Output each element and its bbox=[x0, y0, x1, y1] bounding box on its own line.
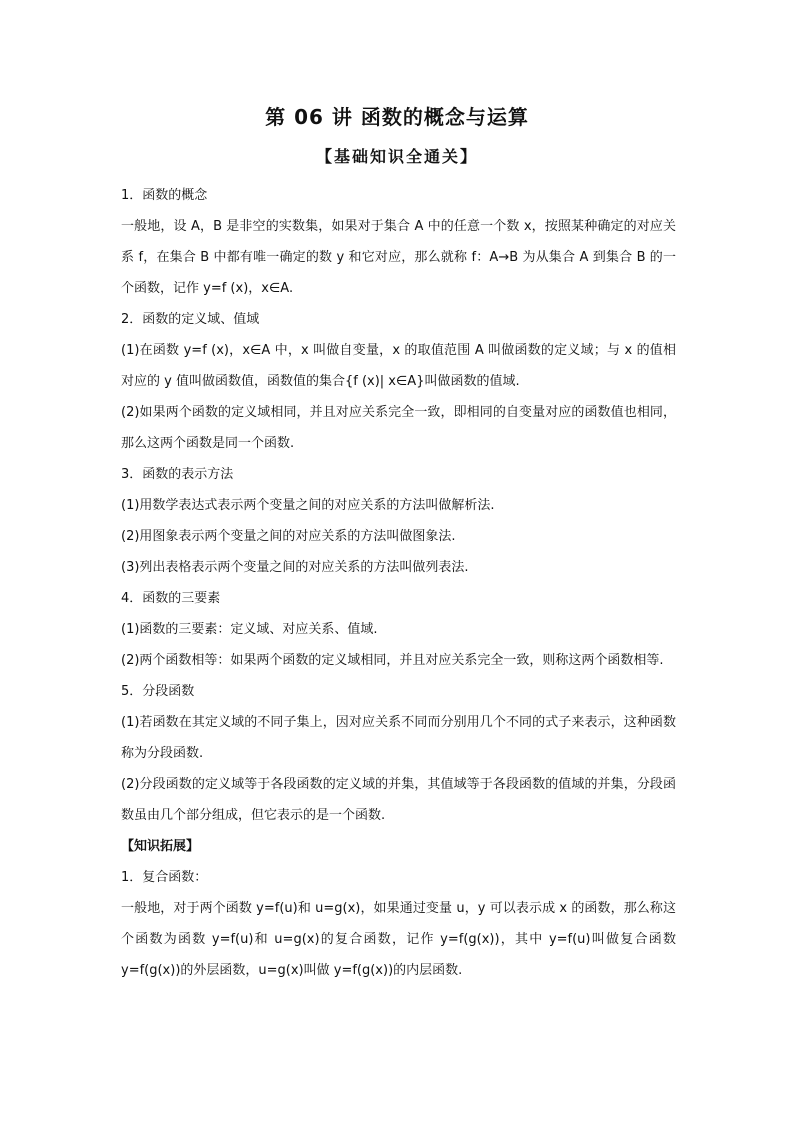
paragraph-table-method: (3)列出表格表示两个变量之间的对应关系的方法叫做列表法. bbox=[121, 560, 469, 575]
paragraph-domain-range-2: (2)如果两个函数的定义域相同，并且对应关系完全一致，即相同的自变量对应的函数值也相同，那么这两个函数是同一个函数. bbox=[121, 405, 676, 451]
heading-representation-methods: 3．函数的表示方法 bbox=[121, 467, 234, 482]
paragraph-piecewise-2: (2)分段函数的定义域等于各段函数的定义域的并集，其值域等于各段函数的值域的并集，分段函数虽由几个部分组成，但它表示的是一个函数. bbox=[121, 777, 676, 823]
heading-three-elements: 4．函数的三要素 bbox=[121, 591, 221, 606]
paragraph-graph-method: (2)用图象表示两个变量之间的对应关系的方法叫做图象法. bbox=[121, 529, 456, 544]
paragraph-composite-function: 一般地，对于两个函数 y=f(u)和 u=g(x)，如果通过变量 u，y 可以表示成 x 的函数，那么称这个函数为函数 y=f(u)和 u=g(x)的复合函数，记作 y=f(g(x))，其中 y=f(u)叫做复合函数 y=f(g(x))的外层函数，u=g(x)叫做 y=f(g(x))的内层函数. bbox=[121, 901, 676, 978]
section-heading-basic-knowledge: 【基础知识全通关】 bbox=[315, 147, 478, 166]
lesson-title: 第 06 讲 函数的概念与运算 bbox=[265, 105, 529, 129]
paragraph-piecewise-1: (1)若函数在其定义域的不同子集上，因对应关系不同而分别用几个不同的式子来表示，这种函数称为分段函数. bbox=[121, 715, 676, 761]
document-body bbox=[121, 180, 676, 986]
paragraph-domain-range-1: (1)在函数 y=f (x)，x∈A 中，x 叫做自变量，x 的取值范围 A 叫做函数的定义域；与 x 的值相对应的 y 值叫做函数值，函数值的集合{f (x)| x∈A}叫做函数的值域. bbox=[121, 343, 676, 389]
heading-function-concept: 1．函数的概念 bbox=[121, 188, 208, 203]
paragraph-function-definition: 一般地，设 A，B 是非空的实数集，如果对于集合 A 中的任意一个数 x，按照某种确定的对应关系 f，在集合 B 中都有唯一确定的数 y 和它对应，那么就称 f：A→B 为从集合 A 到集合 B 的一个函数，记作 y=f (x)，x∈A. bbox=[121, 219, 676, 296]
heading-knowledge-extension: 【知识拓展】 bbox=[121, 839, 200, 854]
heading-domain-range: 2．函数的定义域、值域 bbox=[121, 312, 260, 327]
paragraph-analytic-method: (1)用数学表达式表示两个变量之间的对应关系的方法叫做解析法. bbox=[121, 498, 495, 513]
paragraph-equal-functions: (2)两个函数相等：如果两个函数的定义域相同，并且对应关系完全一致，则称这两个函数相等. bbox=[121, 653, 664, 668]
paragraph-three-elements: (1)函数的三要素：定义域、对应关系、值域. bbox=[121, 622, 378, 637]
heading-composite-function: 1．复合函数： bbox=[121, 870, 208, 885]
heading-piecewise-function: 5．分段函数 bbox=[121, 684, 195, 699]
